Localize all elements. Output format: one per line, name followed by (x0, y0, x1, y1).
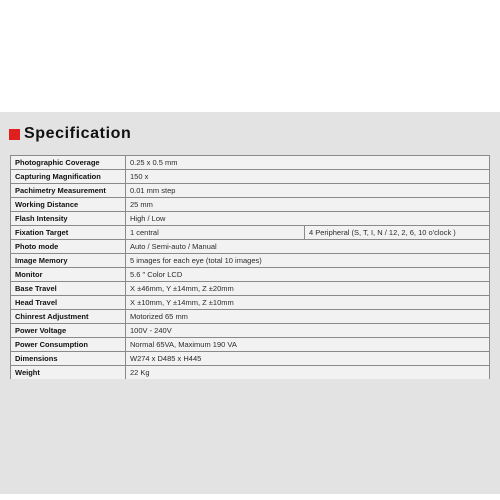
spec-value: X ±10mm, Y ±14mm, Z ±10mm (126, 296, 490, 310)
spec-label: Photographic Coverage (11, 156, 126, 170)
spec-label: Dimensions (11, 352, 126, 366)
bottom-band (0, 494, 500, 500)
spec-label: Pachimetry Measurement (11, 184, 126, 198)
table-row (11, 296, 490, 310)
spec-value: 1 central (126, 226, 305, 240)
spec-label: Working Distance (11, 198, 126, 212)
spec-label: Monitor (11, 268, 126, 282)
table-row (11, 226, 490, 240)
spec-label: Base Travel (11, 282, 126, 296)
spec-value: X ±46mm, Y ±14mm, Z ±20mm (126, 282, 490, 296)
table-row (11, 240, 490, 254)
spec-value: 5 images for each eye (total 10 images) (126, 254, 490, 268)
spec-value: 22 Kg (126, 366, 490, 380)
spec-value: Normal 65VA, Maximum 190 VA (126, 338, 490, 352)
top-band (0, 0, 500, 112)
spec-label: Head Travel (11, 296, 126, 310)
spec-value: Motorized 65 mm (126, 310, 490, 324)
table-row (11, 282, 490, 296)
spec-value: 0.25 x 0.5 mm (126, 156, 490, 170)
spec-label: Power Voltage (11, 324, 126, 338)
table-row (11, 170, 490, 184)
spec-label: Power Consumption (11, 338, 126, 352)
spec-label: Image Memory (11, 254, 126, 268)
table-row (11, 338, 490, 352)
spec-label: Capturing Magnification (11, 170, 126, 184)
table-row (11, 310, 490, 324)
spec-value: 25 mm (126, 198, 490, 212)
spec-label: Fixation Target (11, 226, 126, 240)
section-title: Specification (24, 125, 132, 142)
table-row (11, 352, 490, 366)
spec-label: Photo mode (11, 240, 126, 254)
spec-value: 100V - 240V (126, 324, 490, 338)
table-row (11, 268, 490, 282)
spec-value: 5.6 " Color LCD (126, 268, 490, 282)
spec-value: Auto / Semi-auto / Manual (126, 240, 490, 254)
spec-label: Flash Intensity (11, 212, 126, 226)
table-row (11, 212, 490, 226)
red-square-icon (9, 129, 20, 140)
table-row (11, 324, 490, 338)
spec-value: W274 x D485 x H445 (126, 352, 490, 366)
table-row (11, 366, 490, 380)
spec-label: Chinrest Adjustment (11, 310, 126, 324)
table-row (11, 198, 490, 212)
spec-value: 150 x (126, 170, 490, 184)
table-row (11, 254, 490, 268)
spec-value-secondary: 4 Peripheral (S, T, I, N / 12, 2, 6, 10 o'clock ) (305, 226, 490, 240)
spec-value: High / Low (126, 212, 490, 226)
spec-label: Weight (11, 366, 126, 380)
table-row (11, 156, 490, 170)
spec-table (10, 155, 490, 379)
spec-value: 0.01 mm step (126, 184, 490, 198)
section-heading (9, 124, 131, 144)
table-row (11, 184, 490, 198)
